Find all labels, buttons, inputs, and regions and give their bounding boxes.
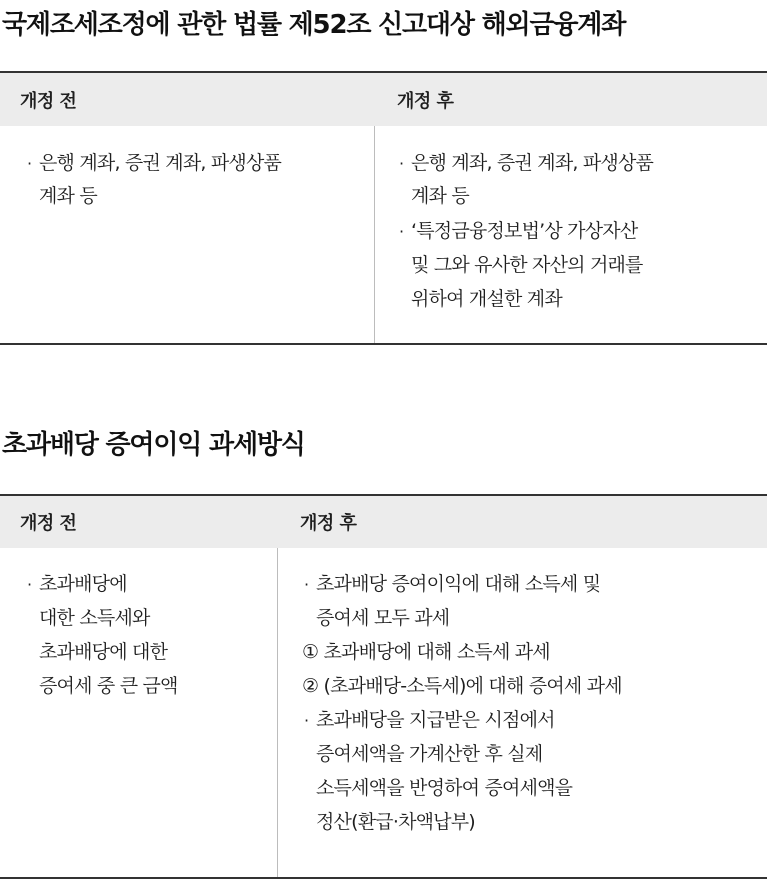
cell-before: [0, 548, 278, 877]
list-item-continuation: 계좌 등: [411, 185, 469, 207]
bullet-icon: ·: [399, 222, 404, 241]
list-item-continuation: 대한 소득세와: [39, 607, 150, 629]
cell-after: [375, 126, 767, 343]
bullet-icon: ·: [399, 154, 404, 173]
list-item: · ‘특정금융정보법’상 가상자산: [399, 220, 638, 242]
list-item: · 초과배당 증여이익에 대해 소득세 및: [304, 573, 601, 595]
list-item-continuation: 계좌 등: [39, 185, 97, 207]
cell-after: [278, 548, 767, 877]
list-item: · 초과배당을 지급받은 시점에서: [304, 709, 555, 731]
numbered-item: ① 초과배당에 대해 소득세 과세: [302, 641, 550, 663]
comparison-table: [0, 494, 767, 879]
bullet-icon: ·: [27, 575, 32, 594]
list-item-continuation: 정산(환급·차액납부): [316, 811, 475, 833]
list-item-continuation: 및 그와 유사한 자산의 거래를: [411, 254, 643, 276]
section-title: 초과배당 증여이익 과세방식: [2, 430, 305, 460]
list-item-continuation: 위하여 개설한 계좌: [411, 288, 562, 310]
list-item: · 은행 계좌, 증권 계좌, 파생상품: [399, 152, 654, 174]
list-item-continuation: 증여세 모두 과세: [316, 607, 450, 629]
bullet-icon: ·: [304, 575, 309, 594]
list-item-continuation: 소득세액을 반영하여 증여세액을: [316, 777, 573, 799]
section-title: 국제조세조정에 관한 법률 제52조 신고대상 해외금융계좌: [2, 10, 626, 40]
list-item-continuation: 증여세 중 큰 금액: [39, 675, 178, 697]
bullet-icon: ·: [304, 711, 309, 730]
header-after: 개정 후: [278, 496, 767, 548]
list-item: · 초과배당에: [27, 573, 127, 595]
list-item-continuation: 초과배당에 대한: [39, 641, 168, 663]
header-before: 개정 전: [0, 73, 375, 126]
numbered-item: ② (초과배당-소득세)에 대해 증여세 과세: [302, 675, 622, 697]
header-after: 개정 후: [375, 73, 767, 126]
comparison-table: [0, 71, 767, 345]
cell-before: [0, 126, 375, 343]
list-item: · 은행 계좌, 증권 계좌, 파생상품: [27, 152, 282, 174]
bullet-icon: ·: [27, 154, 32, 173]
header-before: 개정 전: [0, 496, 278, 548]
list-item-continuation: 증여세액을 가계산한 후 실제: [316, 743, 543, 765]
